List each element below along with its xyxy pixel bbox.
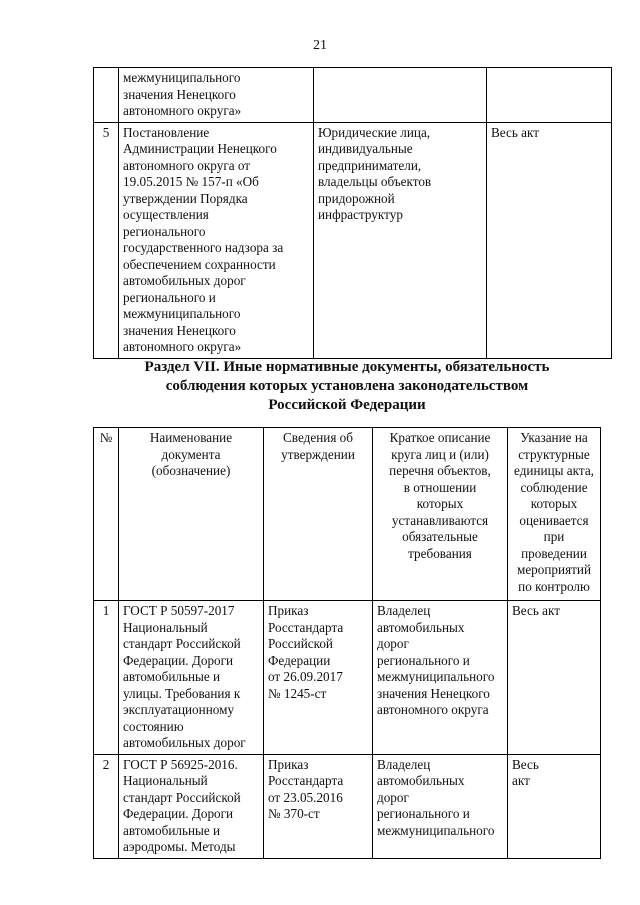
section-title-line: Российской Федерации: [268, 397, 426, 413]
text-line: улицы. Требования к: [123, 685, 241, 701]
header-num: №: [94, 428, 119, 601]
text-line: требования: [408, 545, 472, 561]
table-cell-scope: [508, 601, 601, 755]
text-line: Владелец: [377, 603, 431, 618]
header-name: [119, 428, 264, 601]
text-line: (обозначение): [151, 463, 231, 478]
text-line: осуществления: [123, 207, 209, 222]
text-line: стандарт Российской: [123, 636, 241, 651]
table-cell-description: [373, 601, 508, 755]
table-cell-document: [119, 68, 314, 123]
text-line: устанавливаются: [391, 512, 489, 528]
table-row: [94, 122, 612, 358]
text-line: дорог: [377, 789, 409, 805]
text-line: 19.05.2015 № 157-п «Об: [123, 174, 259, 189]
text-line: автономного округа: [377, 702, 489, 717]
text-line: регионального и: [377, 652, 470, 668]
table-cell-name: [119, 601, 264, 755]
text-line: документа: [161, 446, 221, 462]
table-cell-name: [119, 754, 264, 858]
table-cell-persons: [314, 68, 487, 123]
text-line: автономного округа»: [123, 103, 242, 118]
table-row: [94, 601, 601, 755]
section-title-line: соблюдения которых установлена законодательством: [165, 378, 529, 394]
text-line: № 1245-ст: [268, 685, 327, 701]
text-line: обеспечением сохранности: [123, 256, 276, 272]
text-line: соблюдение: [520, 479, 588, 495]
text-line: которых: [530, 496, 578, 511]
text-line: круга лиц и (или): [391, 446, 489, 462]
text-line: автомобильные и: [123, 822, 221, 838]
text-line: Краткое описание: [389, 430, 491, 445]
text-line: Весь: [512, 756, 539, 772]
text-line: межмуниципального: [377, 669, 495, 684]
header-description: [373, 428, 508, 601]
table-cell-num: 5: [94, 122, 119, 358]
text-line: перечня объектов,: [389, 463, 491, 478]
text-line: индивидуальные: [318, 141, 413, 156]
table-row: [94, 754, 601, 858]
text-line: владельцы объектов: [318, 174, 432, 189]
text-line: Росстандарта: [268, 619, 344, 635]
section-title-line: Раздел VII. Иные нормативные документы, обязательность: [144, 359, 550, 375]
text-line: Приказ: [268, 603, 309, 618]
text-line: акт: [512, 773, 530, 788]
page-number: 21: [313, 38, 327, 53]
text-line: Юридические лица,: [318, 124, 431, 140]
text-line: состоянию: [123, 718, 184, 734]
text-line: межмуниципального: [123, 306, 241, 321]
table-section-6-continued: [93, 67, 612, 359]
text-line: автомобильных: [377, 619, 465, 635]
text-line: в отношении: [403, 479, 477, 495]
text-line: регионального и: [377, 806, 470, 821]
text-line: оценивается: [519, 512, 589, 528]
table-row: [94, 68, 612, 123]
text-line: межмуниципального: [377, 822, 495, 838]
text-line: автономного округа от: [123, 157, 251, 173]
text-line: Администрации Ненецкого: [123, 141, 277, 156]
text-line: дорог: [377, 636, 409, 651]
table-section-7: [93, 427, 601, 859]
header-approval: [264, 428, 373, 601]
table-cell-approval: [264, 601, 373, 755]
text-line: Приказ: [268, 756, 309, 772]
text-line: проведении: [521, 545, 587, 561]
text-line: значения Ненецкого: [377, 685, 490, 701]
table-cell-scope: [487, 68, 612, 123]
text-line: № 370-ст: [268, 806, 320, 821]
text-line: аэродромы. Методы: [123, 839, 236, 854]
text-line: единицы акта,: [514, 463, 594, 478]
text-line: инфраструктур: [318, 207, 403, 222]
table-header-row: [94, 428, 601, 601]
text-line: которых: [416, 496, 464, 511]
text-line: мероприятий: [516, 562, 592, 577]
text-line: Владелец: [377, 756, 431, 772]
table-cell-num: 1: [94, 601, 119, 755]
text-line: регионального и: [123, 289, 216, 305]
text-line: от 26.09.2017: [268, 669, 343, 684]
text-line: Национальный: [123, 619, 208, 635]
text-line: Весь акт: [512, 603, 560, 618]
text-line: обязательные: [402, 529, 478, 544]
text-line: предприниматели,: [318, 157, 422, 173]
text-line: автономного округа»: [123, 339, 242, 354]
text-line: регионального: [123, 223, 206, 239]
table-cell-approval: [264, 754, 373, 858]
text-line: утверждении Порядка: [123, 190, 248, 206]
text-line: Национальный: [123, 773, 208, 788]
text-line: государственного надзора за: [123, 240, 284, 255]
text-line: значения Ненецкого: [123, 86, 236, 102]
text-line: Росстандарта: [268, 773, 344, 788]
text-line: автомобильных дорог: [123, 273, 246, 288]
section-title: [93, 358, 601, 415]
table-cell-document: [119, 122, 314, 358]
text-line: Сведения об: [283, 430, 353, 445]
text-line: ГОСТ Р 50597-2017: [123, 603, 235, 618]
text-line: ГОСТ Р 56925-2016.: [123, 756, 238, 772]
text-line: автомобильные и: [123, 669, 221, 684]
text-line: от 23.05.2016: [268, 789, 343, 805]
table-cell-num: 2: [94, 754, 119, 858]
text-line: Указание на: [520, 430, 588, 445]
text-line: по контролю: [518, 578, 590, 594]
text-line: утверждении: [281, 446, 355, 462]
table-cell-persons: [314, 122, 487, 358]
header-scope: [508, 428, 601, 601]
text-line: Федерации. Дороги: [123, 652, 234, 668]
text-line: межмуниципального: [123, 70, 241, 85]
table-cell-description: [373, 754, 508, 858]
text-line: стандарт Российской: [123, 789, 241, 805]
text-line: придорожной: [318, 190, 395, 206]
table-cell-scope: Весь акт: [487, 122, 612, 358]
table-cell-num: [94, 68, 119, 123]
text-line: при: [543, 529, 565, 544]
text-line: Федерации. Дороги: [123, 806, 234, 821]
text-line: значения Ненецкого: [123, 322, 236, 338]
text-line: автомобильных дорог: [123, 735, 246, 750]
text-line: Российской: [268, 636, 333, 651]
text-line: структурные: [518, 446, 590, 462]
table-cell-scope: [508, 754, 601, 858]
text-line: эксплуатационному: [123, 702, 235, 717]
text-line: автомобильных: [377, 773, 465, 788]
text-line: Федерации: [268, 652, 331, 668]
text-line: Наименование: [149, 430, 233, 445]
text-line: Постановление: [123, 124, 210, 140]
